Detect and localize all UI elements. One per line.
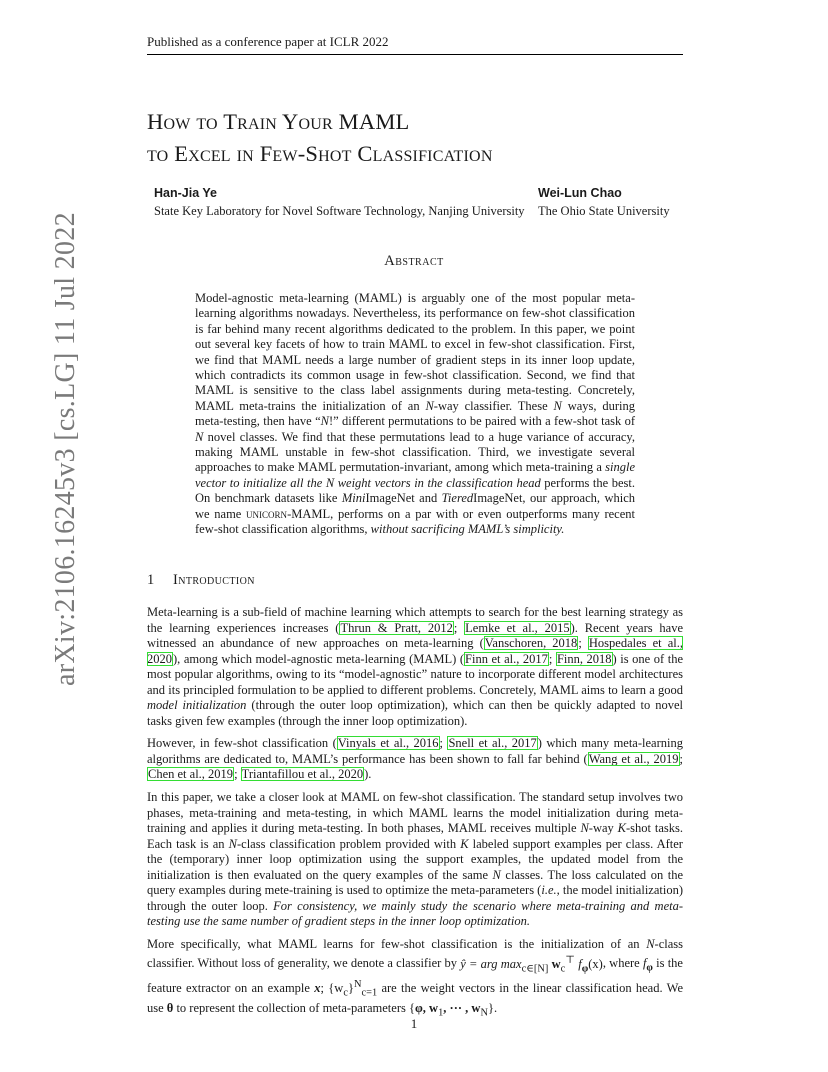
title-line-2: to Excel in Few-Shot Classification [147,141,493,166]
citation-link[interactable]: Wang et al., 2019 [588,751,679,766]
citation-link[interactable]: Finn et al., 2017 [465,651,548,666]
paragraph: More specifically, what MAML learns for few-shot classification is the initialization of an N-class classifier. Without loss of generality, we denote a classifier by ŷ = arg $\max_{c\in[N]} w_c^⊤$ $f_\varphi(x)$, where $f_\varphi$ is the feature extractor on an example x; $\{w_c\}^N_{c=1}$ are the weight vectors in the linear classification head. We use θ to represent the collection of meta-parameters {φ, $w_1$, ··· , $w_N$}. [147,936,684,1019]
author-affiliation: State Key Laboratory for Novel Software Technology, Nanjing University [154,204,525,218]
paragraph: However, in few-shot classification (Vinyals et al., 2016; Snell et al., 2017) which many meta-learning algorithms are dedicated to, MAML’s performance has been shown to fall far behind (Wang et al., 2019; Chen et al., 2019; Triantafillou et al., 2020). [147,736,683,782]
author-name: Han-Jia Ye [154,186,218,200]
author-affiliation: The Ohio State University [538,204,670,218]
author-block-2 [538,184,670,220]
citation-link[interactable]: Lemke et al., 2015 [465,620,570,635]
page-number: 1 [410,1016,418,1031]
paragraph: Meta-learning is a sub-field of machine learning which attempts to search for the best learning strategy as the learning experiences increases (Thrun & Pratt, 2012; Lemke et al., 2015). Recent years have witnessed an abundance of new approaches on meta-learning (Vanschoren, 2018; Hospedales et al., 2020), among which model-agnostic meta-learning (MAML) (Finn et al., 2017; Finn, 2018) is one of the most popular algorithms, owing to its “model-agnostic” nature to incorporate different model architectures and its principled formulation to be applied to different problems. Concretely, MAML aims to learn a good model initialization (through the outer loop optimization), which can then be quickly adapted to novel tasks given few examples (through the inner loop optimization). [147,605,684,728]
citation-link[interactable]: Hospedales et al., 2020 [147,636,683,666]
author-name: Wei-Lun Chao [538,186,622,200]
abstract-heading: Abstract [384,253,444,269]
arxiv-identifier: arXiv:2106.16245v3 [cs.LG] 11 Jul 2022 [50,212,81,686]
paragraph: In this paper, we take a closer look at MAML on few-shot classification. The standard setup involves two phases, meta-training and meta-testing, in which MAML learns the model initialization during meta-training and applies it during meta-testing. In both phases, MAML receives multiple N-way K-shot tasks. Each task is an N-class classification problem provided with K labeled support examples per class. After the (temporary) inner loop optimization using the support examples, the updated model from the initialization is then evaluated on the query examples of the same N classes. The loss calculated on the query examples during mete-training is used to optimize the meta-parameters (i.e., the model initialization) through the outer loop. For consistency, we mainly study the scenario where meta-training and meta-testing use the same number of gradient steps in the inner loop optimization. [147,790,684,929]
citation-link[interactable]: Thrun & Pratt, 2012 [340,620,453,635]
citation-link[interactable]: Snell et al., 2017 [448,736,537,751]
equation: ŷ = arg $\max_{c\in[N]} w_c^⊤$ $f_\varphi(x)$ [460,954,603,975]
body-text [147,605,683,1028]
abstract-text: Model-agnostic meta-learning (MAML) is arguably one of the most popular meta-learning algorithms nowadays. Nevertheless, its performance on few-shot classification is far behind many recent algorithms dedicated to the problem. In this paper, we point out several key facets of how to train MAML to excel in few-shot classification. First, we find that MAML needs a large number of gradient steps in its inner loop update, which contradicts its common usage in few-shot classification. Second, we find that MAML is sensitive to the class label assignments during meta-testing. Concretely, MAML meta-trains the initialization of an N-way classifier. These N ways, during meta-testing, then have “N!” different permutations to be paired with a few-shot task of N novel classes. We find that these permutations lead to a huge variance of accuracy, making MAML unstable in few-shot classification. Third, we investigate several approaches to make MAML permutation-invariant, among which meta-training a single vector to initialize all the N weight vectors in the classification head performs the best. On benchmark datasets like MiniImageNet and TieredImageNet, our approach, which we name unicorn-MAML, performs on a par with or even outperforms many recent few-shot classification algorithms, without sacrificing MAML’s simplicity. [195,291,636,537]
paper-title [147,106,707,170]
title-line-1: How to Train Your MAML [147,109,410,134]
citation-link[interactable]: Chen et al., 2019 [148,767,234,782]
citation-link[interactable]: Vinyals et al., 2016 [337,736,439,751]
citation-link[interactable]: Vanschoren, 2018 [484,636,578,651]
citation-link[interactable]: Triantafillou et al., 2020 [241,767,364,782]
running-header: Published as a conference paper at ICLR 2022 [147,34,683,55]
author-block-1 [154,184,525,220]
citation-link[interactable]: Finn, 2018 [556,651,612,666]
section-heading: 1 Introduction [147,572,255,588]
